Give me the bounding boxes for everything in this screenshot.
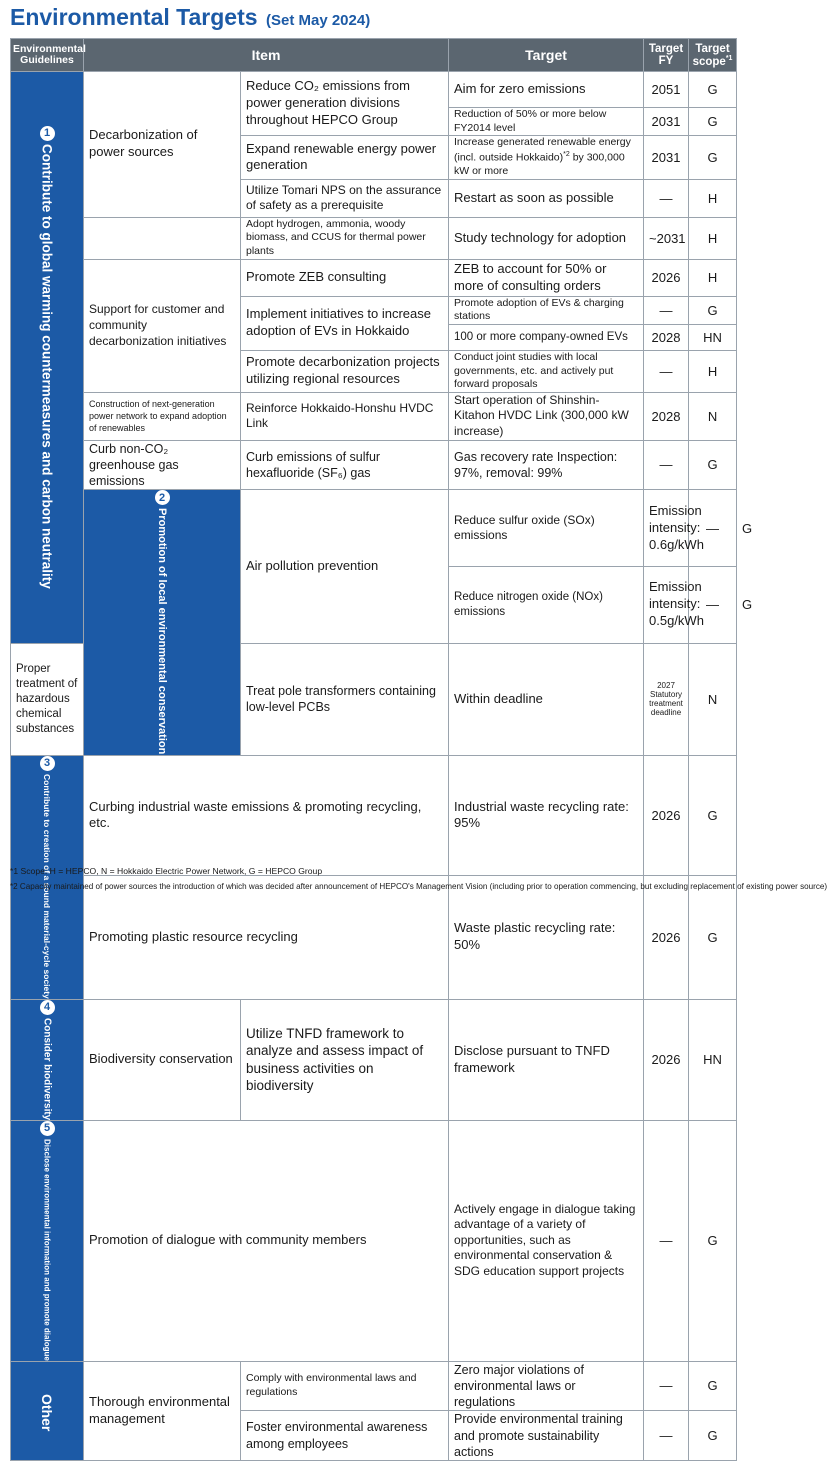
guideline-other-cell bbox=[11, 1361, 84, 1461]
target-text: Increase generated renewable energy (incl. outside Hokkaido) bbox=[454, 136, 631, 164]
target-fy-cell: 2031 bbox=[644, 108, 689, 136]
target-cell: Aim for zero emissions bbox=[449, 72, 644, 108]
item-cell: Reduce sulfur oxide (SOx) emissions bbox=[449, 490, 644, 567]
category-waste: Curbing industrial waste emissions & promoting recycling, etc. bbox=[84, 755, 449, 876]
target-fy-cell: 2026 bbox=[644, 755, 689, 876]
guideline-2-number: 2 bbox=[155, 490, 170, 505]
table-row bbox=[11, 392, 737, 440]
target-fy-cell: — bbox=[644, 296, 689, 324]
target-cell: Start operation of Shinshin-Kitahon HVDC Link (300,000 kW increase) bbox=[449, 392, 644, 440]
target-fy-cell: 2027 Statutory treatment deadline bbox=[644, 643, 689, 755]
guideline-2-text: Promotion of local environmental conservation bbox=[156, 508, 168, 755]
target-scope-cell: H bbox=[689, 259, 737, 296]
page-subtitle: (Set May 2024) bbox=[265, 12, 371, 29]
guideline-4-number: 4 bbox=[40, 1000, 55, 1015]
page-title: Environmental Targets bbox=[10, 4, 258, 30]
table-row bbox=[11, 1361, 737, 1411]
target-cell: 100 or more company-owned EVs bbox=[449, 324, 644, 350]
category-decarbonization-continued bbox=[84, 217, 241, 259]
header-guidelines: Environmental Guidelines bbox=[11, 39, 84, 72]
header-item: Item bbox=[84, 39, 449, 72]
target-scope-cell: G bbox=[689, 755, 737, 876]
target-scope-cell: G bbox=[689, 440, 737, 490]
target-scope-cell: N bbox=[689, 643, 737, 755]
category-biodiversity: Biodiversity conservation bbox=[84, 999, 241, 1120]
target-fy-cell: — bbox=[644, 350, 689, 392]
target-cell: Emission intensity: 0.6g/kWh bbox=[644, 490, 689, 567]
targets-table bbox=[10, 38, 753, 1461]
target-cell: Within deadline bbox=[449, 643, 644, 755]
target-fy-cell: 2051 bbox=[644, 72, 689, 108]
target-cell: Waste plastic recycling rate: 50% bbox=[449, 876, 644, 999]
target-scope-cell: G bbox=[689, 1361, 737, 1411]
target-cell: Gas recovery rate Inspection: 97%, removal: 99% bbox=[449, 440, 644, 490]
target-cell: Zero major violations of environmental laws or regulations bbox=[449, 1361, 644, 1411]
item-cell: Reduce nitrogen oxide (NOx) emissions bbox=[449, 566, 644, 643]
target-scope-cell: G bbox=[689, 1411, 737, 1461]
target-cell: Industrial waste recycling rate: 95% bbox=[449, 755, 644, 876]
target-cell: Provide environmental training and promote sustainability actions bbox=[449, 1411, 644, 1461]
guideline-4-text: Consider biodiversity bbox=[41, 1017, 53, 1120]
target-fy-cell: — bbox=[644, 179, 689, 217]
footnote-1: *1 Scope: H = HEPCO, N = Hokkaido Electric Power Network, G = HEPCO Group bbox=[10, 866, 323, 876]
category-decarbonization: Decarbonization of power sources bbox=[84, 72, 241, 218]
header-row bbox=[11, 39, 737, 72]
target-scope-cell: HN bbox=[689, 999, 737, 1120]
target-cell: Promote adoption of EVs & charging stations bbox=[449, 296, 644, 324]
item-cell: Promote decarbonization projects utilizing regional resources bbox=[241, 350, 449, 392]
guideline-1-text: Contribute to global warming countermeasures and carbon neutrality bbox=[39, 143, 55, 589]
table-row bbox=[11, 440, 737, 490]
footnote-marker: *2 bbox=[563, 150, 570, 158]
page-title-block bbox=[10, 4, 370, 32]
target-fy-cell: — bbox=[644, 440, 689, 490]
guideline-other-text: Other bbox=[39, 1393, 55, 1431]
item-cell: Utilize TNFD framework to analyze and assess impact of business activities on biodiversity bbox=[241, 999, 449, 1120]
target-fy-cell: 2026 bbox=[644, 876, 689, 999]
target-fy-cell: 2028 bbox=[644, 392, 689, 440]
target-fy-cell: — bbox=[644, 1411, 689, 1461]
table-row bbox=[11, 876, 737, 999]
guideline-5-number: 5 bbox=[40, 1121, 55, 1136]
target-cell: ZEB to account for 50% or more of consulting orders bbox=[449, 259, 644, 296]
table-row bbox=[11, 259, 737, 296]
header-target: Target bbox=[449, 39, 644, 72]
target-fy-cell: 2028 bbox=[644, 324, 689, 350]
target-fy-cell: ~2031 bbox=[644, 217, 689, 259]
target-scope-cell: H bbox=[689, 179, 737, 217]
category-curb: Curb non-CO₂ greenhouse gas emissions bbox=[84, 440, 241, 490]
target-fy-cell: 2026 bbox=[644, 999, 689, 1120]
item-cell: Reduce CO₂ emissions from power generation divisions throughout HEPCO Group bbox=[241, 72, 449, 136]
guideline-1-number: 1 bbox=[40, 126, 55, 141]
guideline-5-text: Disclose environmental information and promote dialogue bbox=[42, 1138, 52, 1361]
category-construction: Construction of next-generation power network to expand adoption of renewables bbox=[84, 392, 241, 440]
target-cell: Emission intensity: 0.5g/kWh bbox=[644, 566, 689, 643]
item-cell: Adopt hydrogen, ammonia, woody biomass, and CCUS for thermal power plants bbox=[241, 217, 449, 259]
item-cell: Implement initiatives to increase adoption of EVs in Hokkaido bbox=[241, 296, 449, 350]
target-scope-cell: HN bbox=[689, 324, 737, 350]
item-cell: Curb emissions of sulfur hexafluoride (SF₆) gas bbox=[241, 440, 449, 490]
target-cell: Reduction of 50% or more below FY2014 level bbox=[449, 108, 644, 136]
target-cell: Restart as soon as possible bbox=[449, 179, 644, 217]
footnote-2: *2 Capacity maintained of power sources the introduction of which was decided after announcement of HEPCO's Management Vision (including prior to operation commencing, but excluding replacement of existing power source) bbox=[10, 882, 827, 891]
item-cell: Comply with environmental laws and regulations bbox=[241, 1361, 449, 1411]
item-cell: Expand renewable energy power generation bbox=[241, 136, 449, 179]
table-row bbox=[11, 999, 737, 1120]
target-cell bbox=[449, 136, 644, 179]
target-scope-cell: G bbox=[689, 876, 737, 999]
target-scope-cell: G bbox=[689, 72, 737, 108]
table-row bbox=[11, 755, 737, 876]
item-cell: Promote ZEB consulting bbox=[241, 259, 449, 296]
target-scope-cell: G bbox=[689, 1120, 737, 1361]
item-cell: Utilize Tomari NPS on the assurance of safety as a prerequisite bbox=[241, 179, 449, 217]
table-row: Reduce nitrogen oxide (NOx) emissions Emission intensity: 0.5g/kWh — G bbox=[11, 566, 737, 643]
target-fy-cell: — bbox=[644, 1120, 689, 1361]
item-cell: Foster environmental awareness among employees bbox=[241, 1411, 449, 1461]
item-cell: Treat pole transformers containing low-level PCBs bbox=[241, 643, 449, 755]
target-scope-cell: G bbox=[689, 296, 737, 324]
category-plastic: Promoting plastic resource recycling bbox=[84, 876, 449, 999]
guideline-1-cell bbox=[11, 72, 84, 644]
header-target-scope bbox=[689, 39, 737, 72]
target-cell: Conduct joint studies with local governments, etc. and actively put forward proposals bbox=[449, 350, 644, 392]
target-fy-cell: — bbox=[689, 490, 737, 567]
target-scope-cell: G bbox=[689, 136, 737, 179]
target-fy-cell: — bbox=[644, 1361, 689, 1411]
target-scope-cell: N bbox=[689, 392, 737, 440]
category-air-pollution: Air pollution prevention bbox=[241, 490, 449, 643]
target-fy-cell: 2026 bbox=[644, 259, 689, 296]
guideline-2-cell bbox=[84, 490, 241, 755]
target-fy-cell: 2031 bbox=[644, 136, 689, 179]
guideline-5-cell bbox=[11, 1120, 84, 1361]
guideline-3-text: Contribute to creation of a sound material-cycle society bbox=[42, 773, 52, 999]
header-target-fy: Target FY bbox=[644, 39, 689, 72]
target-cell: Disclose pursuant to TNFD framework bbox=[449, 999, 644, 1120]
target-scope-cell: H bbox=[689, 350, 737, 392]
category-dialogue: Promotion of dialogue with community members bbox=[84, 1120, 449, 1361]
target-cell: Actively engage in dialogue taking advantage of a variety of opportunities, such as environmental conservation & SDG education support projects bbox=[449, 1120, 644, 1361]
table-row bbox=[11, 1120, 737, 1361]
target-text-tail: by 300,000 kW or more bbox=[454, 151, 625, 178]
target-scope-cell: G bbox=[689, 108, 737, 136]
category-hazardous: Proper treatment of hazardous chemical substances bbox=[11, 643, 84, 755]
category-management: Thorough environmental management bbox=[84, 1361, 241, 1461]
guideline-3-cell bbox=[11, 755, 84, 999]
target-fy-cell: — bbox=[689, 566, 737, 643]
table-row bbox=[11, 217, 737, 259]
header-target-scope-label: Target scope bbox=[692, 42, 730, 68]
table-row: 2 Promotion of local environmental conservation Air pollution prevention Reduce sulfur oxide (SOx) emissions Emission intensity: 0.6g/kWh — G bbox=[11, 490, 737, 567]
item-cell: Reinforce Hokkaido-Honshu HVDC Link bbox=[241, 392, 449, 440]
target-cell: Study technology for adoption bbox=[449, 217, 644, 259]
guideline-3-number: 3 bbox=[40, 756, 55, 771]
target-scope-cell: H bbox=[689, 217, 737, 259]
guideline-4-cell bbox=[11, 999, 84, 1120]
category-support: Support for customer and community decarbonization initiatives bbox=[84, 259, 241, 392]
table-row bbox=[11, 72, 737, 108]
scope-footnote-marker: *1 bbox=[725, 54, 733, 62]
